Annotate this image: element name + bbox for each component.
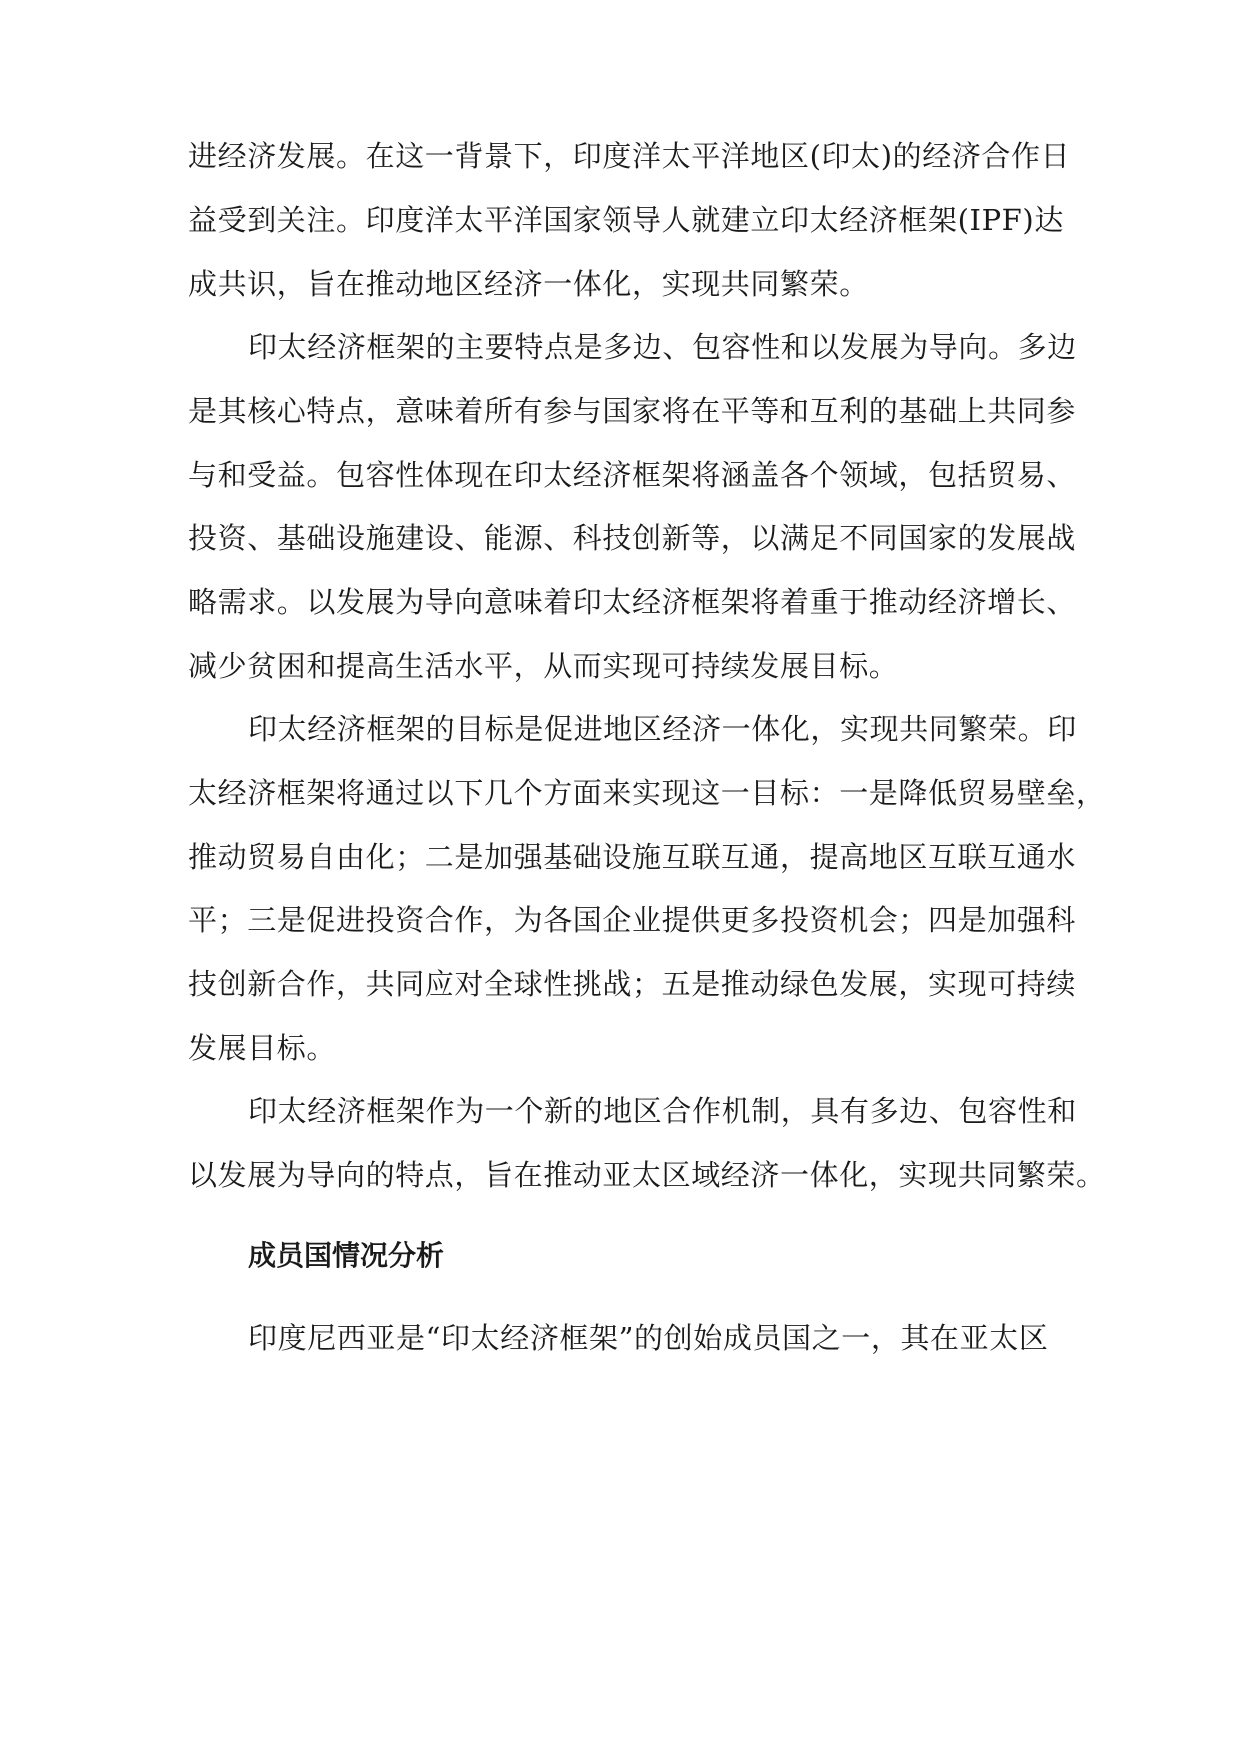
paragraph-3-line-1: 印太经济框架的目标是促进地区经济一体化，实现共同繁荣。印 (248, 712, 1077, 746)
paragraph-2-line-5: 略需求。以发展为导向意味着印太经济框架将着重于推动经济增长、 (188, 585, 1077, 619)
paragraph-2-line-6: 减少贫困和提高生活水平，从而实现可持续发展目标。 (188, 649, 899, 683)
paragraph-3-line-2: 太经济框架将通过以下几个方面来实现这一目标：一是降低贸易壁垒， (188, 776, 1106, 810)
paragraph-3-line-3: 推动贸易自由化；二是加强基础设施互联互通，提高地区互联互通水 (188, 840, 1077, 874)
paragraph-1-line-2: 益受到关注。印度洋太平洋国家领导人就建立印太经济框架(IPF)达 (188, 203, 1064, 237)
paragraph-3-line-4: 平；三是促进投资合作，为各国企业提供更多投资机会；四是加强科 (188, 903, 1077, 937)
paragraph-4-line-1: 印太经济框架作为一个新的地区合作机制，具有多边、包容性和 (248, 1094, 1077, 1128)
section-heading: 成员国情况分析 (248, 1239, 445, 1272)
paragraph-3-line-5: 技创新合作，共同应对全球性挑战；五是推动绿色发展，实现可持续 (188, 967, 1077, 1001)
paragraph-2-line-1: 印太经济框架的主要特点是多边、包容性和以发展为导向。多边 (248, 330, 1077, 364)
paragraph-5-line-1: 印度尼西亚是“印太经济框架”的创始成员国之一，其在亚太区 (248, 1321, 1049, 1355)
paragraph-2-line-2: 是其核心特点，意味着所有参与国家将在平等和互利的基础上共同参 (188, 394, 1077, 428)
paragraph-2-line-3: 与和受益。包容性体现在印太经济框架将涵盖各个领域，包括贸易、 (188, 458, 1077, 492)
paragraph-3-line-6: 发展目标。 (188, 1031, 337, 1065)
paragraph-2-line-4: 投资、基础设施建设、能源、科技创新等，以满足不同国家的发展战 (188, 521, 1077, 555)
paragraph-1-line-3: 成共识，旨在推动地区经济一体化，实现共同繁荣。 (188, 267, 869, 301)
paragraph-4-line-2: 以发展为导向的特点，旨在推动亚太区域经济一体化，实现共同繁荣。 (188, 1158, 1106, 1192)
paragraph-1-line-1: 进经济发展。在这一背景下，印度洋太平洋地区(印太)的经济合作日 (188, 139, 1071, 173)
